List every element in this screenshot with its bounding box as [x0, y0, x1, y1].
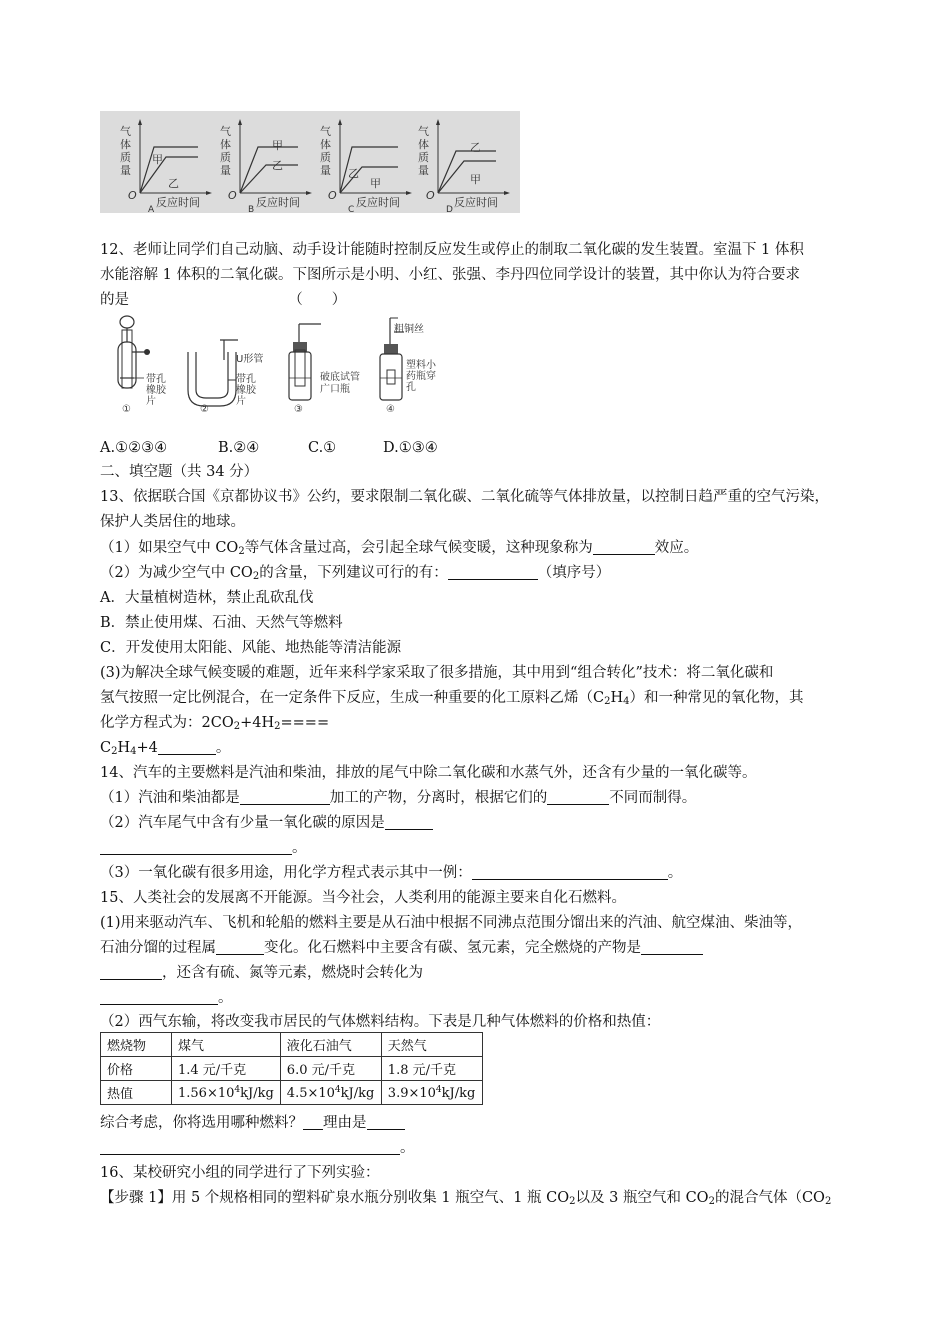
subscript: 2 [569, 1196, 576, 1207]
graph-letter: D [446, 205, 453, 215]
q13-equation-arrow: ==== [280, 715, 330, 731]
q16-step1-text-c: 的混合气体（CO [714, 1190, 825, 1206]
q15-part3 [100, 1113, 405, 1133]
apparatus-4-number: ④ [386, 404, 395, 415]
graph-letter: B [248, 205, 255, 215]
q15-part1-blank3[interactable] [100, 965, 162, 980]
graph-x-label: 反应时间 [454, 196, 498, 209]
q13-part3-line2 [100, 688, 804, 712]
q13-part3-line2-text-a: 氢气按照一定比例混合，在一定条件下反应，生成一种重要的化工原料乙烯（C [100, 690, 605, 706]
graph-curve-label: 乙 [272, 159, 283, 172]
apparatus-2-label-plate: 带孔橡胶片 [236, 374, 256, 407]
q13-part1-text-b: 等气体含量过高，会引起全球气候变暖，这种现象称为 [244, 540, 593, 556]
table-cell: 6.0 元/千克 [280, 1057, 381, 1081]
graph-y-label: 气体质量 [320, 125, 331, 177]
q16-step1 [100, 1188, 831, 1212]
table-cell: 1.4 元/千克 [172, 1057, 281, 1081]
heat-base: 3.9×10 [387, 1085, 436, 1101]
graph-x-label: 反应时间 [356, 196, 400, 209]
apparatus-4-label-vial: 塑料小药瓶穿孔 [406, 360, 436, 393]
heat-unit: kJ/kg [240, 1085, 274, 1101]
q14-part3-text: （3）一氧化碳有很多用途，用化学方程式表示其中一例： [100, 865, 472, 881]
q14-part1-blank1[interactable] [240, 790, 330, 805]
q12-line1: 12、老师让同学们自己动脑、动手设计能随时控制反应发生或停止的制取二氧化碳的发生装置。室温下 1 体积 [100, 242, 804, 258]
graph-x-label: 反应时间 [156, 196, 200, 209]
q15-part1-blank4[interactable] [100, 990, 218, 1005]
graph-panel-d [416, 117, 512, 215]
apparatus-3-drawing [285, 312, 365, 412]
table-row [101, 1033, 483, 1057]
apparatus-1-label: 带孔橡胶片 [146, 374, 166, 407]
q15-part1-line4 [100, 988, 233, 1008]
subscript: 2 [233, 721, 241, 732]
q15-part1-line3-text: ，还含有硫、氮等元素，燃烧时会转化为 [162, 965, 423, 981]
graph-letter: C [348, 205, 355, 215]
q13-part2-text-a: （2）为减少空气中 CO [100, 565, 253, 581]
heat-base: 4.5×10 [286, 1085, 335, 1101]
graph-origin: O [328, 189, 337, 202]
q15-part3-blank2[interactable] [367, 1115, 405, 1130]
q13-intro-line1: 13、依据联合国《京都协议书》公约，要求限制二氧化碳、二氧化硫等气体排放量，以控制日趋严重的空气污染， [100, 489, 829, 505]
q14-part3-blank[interactable] [472, 865, 668, 880]
table-row [101, 1081, 483, 1105]
q12-options [100, 438, 438, 458]
q13-part3-blank[interactable] [158, 740, 216, 755]
q14-part2-blank1[interactable] [385, 815, 433, 830]
heat-base: 1.56×10 [178, 1085, 235, 1101]
q15-part1-line1: (1)用来驱动汽车、飞机和轮船的燃料主要是从石油中根据不同沸点范围分馏出来的汽油、航空煤油、柴油等， [100, 915, 803, 931]
q12-option-d: D.①③④ [383, 440, 438, 456]
graph-panel-b [218, 117, 314, 215]
graph-curve-label: 乙 [168, 177, 179, 190]
q12-line3 [100, 290, 346, 310]
table-row [101, 1057, 483, 1081]
q13-intro-line2: 保护人类居住的地球。 [100, 514, 245, 530]
q15-intro: 15、人类社会的发展离不开能源。当今社会，人类利用的能源主要来自化石燃料。 [100, 890, 626, 906]
subscript: 2 [708, 1196, 715, 1207]
q14-part1 [100, 788, 696, 808]
q12-answer-bracket: （ ） [288, 292, 347, 308]
graph-curve-label: 乙 [348, 167, 359, 180]
graph-curve-label: 甲 [370, 177, 381, 190]
table-cell [381, 1081, 482, 1105]
table-header-cell: 天然气 [381, 1033, 482, 1057]
graph-panel-a [118, 117, 214, 215]
apparatus-3-number: ③ [294, 404, 303, 415]
q15-part3-blank3[interactable] [100, 1140, 400, 1155]
subscript: 2 [252, 571, 260, 582]
table-cell: 热值 [101, 1081, 172, 1105]
q12-line2: 水能溶解 1 体积的二氧化碳。下图所示是小明、小红、张强、李丹四位同学设计的装置，其中你认为符合要求 [100, 267, 800, 283]
q15-part3-text-a: 综合考虑，你将选用哪种燃料？ [100, 1115, 303, 1131]
graph-letter: A [148, 205, 155, 215]
table-header-cell: 煤气 [172, 1033, 281, 1057]
q14-part1-text-a: （1）汽油和柴油都是 [100, 790, 240, 806]
q16-step1-text-b: 以及 3 瓶空气和 CO [575, 1190, 709, 1206]
apparatus-3-label-tube: 破底试管 [320, 372, 360, 383]
q15-part3-cont [100, 1138, 415, 1158]
q14-part2-text: （2）汽车尾气中含有少量一氧化碳的原因是 [100, 815, 385, 831]
graph-y-label: 气体质量 [120, 125, 131, 177]
q13-part1 [100, 538, 698, 562]
q14-part2 [100, 813, 433, 833]
apparatus-1-number: ① [122, 404, 131, 415]
table-cell [172, 1081, 281, 1105]
q13-option-c: C．开发使用太阳能、风能、地热能等清洁能源 [100, 640, 402, 656]
heat-unit: kJ/kg [441, 1085, 476, 1101]
apparatus-2-label-u-tube: U形管 [236, 354, 264, 365]
graph-origin: O [426, 189, 435, 202]
q13-part3-line1: (3)为解决全球气候变暖的难题，近年来科学家采取了很多措施，其中用到“组合转化”技术：将二氧化碳和 [100, 665, 774, 681]
table-header-cell: 燃烧物 [101, 1033, 172, 1057]
graph-curve-label: 甲 [272, 139, 283, 152]
apparatus-2-number: ② [200, 404, 209, 415]
q12-line3-text: 的是 [100, 292, 129, 308]
graph-y-label: 气体质量 [418, 125, 429, 177]
q13-equation-text-b: +4H [240, 715, 275, 731]
reaction-graphs-figure [100, 111, 520, 213]
q14-part2-blank2[interactable] [100, 840, 292, 855]
q15-part3-end: 。 [400, 1140, 415, 1156]
q13-part3-line2-text-b: H [610, 690, 624, 706]
graph-y-label: 气体质量 [220, 125, 231, 177]
q12-option-c: C.① [308, 440, 337, 456]
q15-part1-blank2[interactable] [641, 940, 703, 955]
graph-origin: O [128, 189, 137, 202]
q13-part3-line2-text-c: ）和一种常见的氧化物，其 [629, 690, 804, 706]
q14-part2-end: 。 [292, 840, 307, 856]
q16-step1-text-a: 【步骤 1】用 5 个规格相同的塑料矿泉水瓶分别收集 1 瓶空气、1 瓶 CO [100, 1190, 570, 1206]
q13-part1-blank[interactable] [593, 540, 655, 555]
q14-intro: 14、汽车的主要燃料是汽油和柴油，排放的尾气中除二氧化碳和水蒸气外，还含有少量的一氧化碳等。 [100, 765, 757, 781]
q15-part1-line2-text-b: 变化。化石燃料中主要含有碳、氢元素，完全燃烧的产物是 [264, 940, 641, 956]
q15-part3-text-b: 理由是 [323, 1115, 367, 1131]
fuel-table [100, 1032, 483, 1105]
q13-part2 [100, 563, 610, 587]
table-cell: 1.8 元/千克 [381, 1057, 482, 1081]
q13-part1-text-a: （1）如果空气中 CO [100, 540, 239, 556]
q13-product-c: C [100, 740, 112, 756]
q13-part3-line3 [100, 713, 329, 737]
q16-intro: 16、某校研究小组的同学进行了下列实验： [100, 1165, 380, 1181]
q14-part2-cont [100, 838, 307, 858]
graph-origin: O [228, 189, 237, 202]
subscript: 2 [824, 1196, 832, 1207]
q14-part1-text-b: 加工的产物，分离时，根据它们的 [329, 790, 548, 806]
q15-part3-blank1[interactable] [303, 1115, 323, 1130]
q15-part2: （2）西气东输，将改变我市居民的气体燃料结构。下表是几种气体燃料的价格和热值： [100, 1014, 661, 1030]
q13-part2-blank[interactable] [448, 565, 538, 580]
q14-part1-blank2[interactable] [547, 790, 609, 805]
q13-option-b: B．禁止使用煤、石油、天然气等燃料 [100, 615, 343, 631]
section-2-heading: 二、填空题（共 34 分） [100, 464, 259, 480]
q15-part1-end: 。 [218, 990, 233, 1006]
q15-part1-line2 [100, 938, 703, 958]
table-header-cell: 液化石油气 [280, 1033, 381, 1057]
q12-option-b: B.②④ [218, 440, 260, 456]
subscript: 2 [111, 746, 118, 757]
heat-exponent: 4 [334, 1084, 341, 1095]
table-cell: 价格 [101, 1057, 172, 1081]
q13-part3-line4 [100, 738, 230, 762]
graph-curve-label: 乙 [470, 141, 481, 154]
subscript: 2 [274, 721, 281, 732]
heat-exponent: 4 [435, 1084, 442, 1095]
table-cell [280, 1081, 381, 1105]
q13-equation-text-a: 化学方程式为：2CO [100, 715, 234, 731]
q15-part1-line3 [100, 963, 423, 983]
q15-part1-line2-text-a: 石油分馏的过程属 [100, 940, 216, 956]
graph-curve-label: 甲 [152, 153, 163, 166]
heat-exponent: 4 [234, 1084, 241, 1095]
apparatus-4-label-wire: 粗铜丝 [394, 324, 424, 335]
subscript: 2 [604, 696, 611, 707]
apparatus-figure [100, 312, 500, 422]
apparatus-3-label-bottle: 广口瓶 [320, 384, 350, 395]
heat-unit: kJ/kg [340, 1085, 375, 1101]
subscript: 4 [623, 696, 630, 707]
q13-part3-end: 。 [215, 740, 231, 756]
graph-panel-c [318, 117, 414, 215]
q15-part1-blank1[interactable] [216, 940, 264, 955]
subscript: 2 [238, 546, 245, 557]
q13-part2-text-c: （填序号） [537, 565, 611, 581]
q13-part2-text-b: 的含量，下列建议可行的有： [259, 565, 448, 581]
q14-part3-end: 。 [667, 865, 683, 881]
q13-part1-text-c: 效应。 [654, 540, 699, 556]
q13-option-a: A．大量植树造林，禁止乱砍乱伐 [100, 590, 314, 606]
q13-product-plus: +4 [136, 740, 158, 756]
q12-option-a: A.①②③④ [100, 440, 168, 456]
graph-curve-label: 甲 [470, 173, 481, 186]
graph-x-label: 反应时间 [256, 196, 300, 209]
q14-part1-text-c: 不同而制得。 [609, 790, 697, 806]
subscript: 4 [130, 746, 137, 757]
q13-product-h: H [117, 740, 131, 756]
q14-part3 [100, 863, 682, 883]
